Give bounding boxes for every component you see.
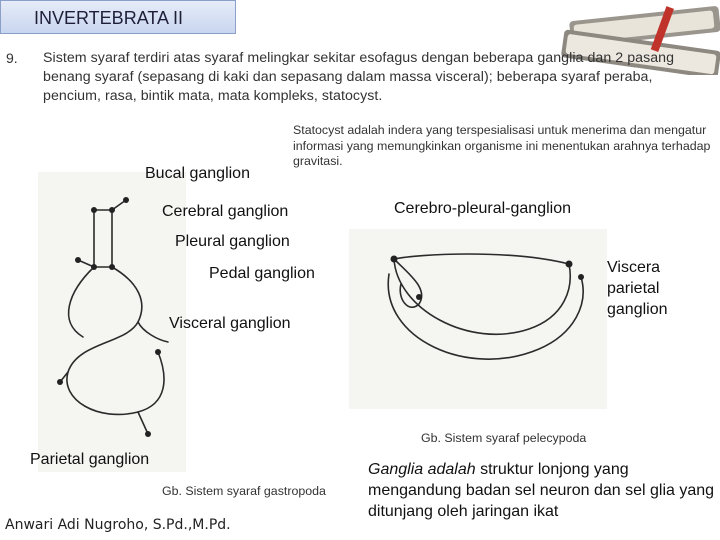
pelecypoda-nervous-system-drawing — [349, 229, 607, 409]
label-viscera-parietal-ganglion: Viscera parietal ganglion — [607, 259, 668, 318]
label-parietal-ganglion: Parietal ganglion — [30, 451, 150, 468]
author-name: Anwari Adi Nugroho, S.Pd.,M.Pd. — [5, 517, 231, 533]
page-title: INVERTEBRATA II — [34, 8, 184, 28]
gastropoda-caption: Gb. Sistem syaraf gastropoda — [162, 484, 326, 498]
label-bucal-ganglion: Bucal ganglion — [145, 165, 250, 182]
pelecypoda-caption: Gb. Sistem syaraf pelecypoda — [421, 431, 587, 445]
label-cerebral-ganglion: Cerebral ganglion — [162, 203, 289, 220]
pelecypoda-diagram-icon — [349, 229, 607, 409]
label-pleural-ganglion: Pleural ganglion — [175, 233, 290, 250]
ganglia-note — [368, 459, 718, 522]
label-pedal-ganglion: Pedal ganglion — [209, 265, 315, 282]
label-visceral-ganglion: Visceral ganglion — [169, 315, 291, 332]
item-number: 9. — [6, 50, 18, 66]
item-text: Sistem syaraf terdiri atas syaraf melingkar sekitar esofagus dengan beberapa ganglia dan 2 pasang benang syaraf (sepasang di kaki dan sepasang dalam massa visceral); beberapa syaraf peraba, pencium, rasa, bintik mata, mata kompleks, statocyst. — [43, 50, 675, 104]
statocyst-note: Statocyst adalah indera yang terspesialisasi untuk menerima dan mengatur informasi yang memungkinkan organisme ini menentukan arahnya terhadap gravitasi. — [293, 123, 711, 168]
label-cerebro-pleural-ganglion: Cerebro-pleural-ganglion — [394, 200, 571, 217]
title-box — [0, 0, 236, 34]
ganglia-note-term: Ganglia adalah — [368, 461, 476, 478]
ganglia-note-rest: struktur lonjong yang mengandung badan sel neuron dan sel glia yang ditunjang oleh jaringan ikat — [368, 461, 715, 520]
